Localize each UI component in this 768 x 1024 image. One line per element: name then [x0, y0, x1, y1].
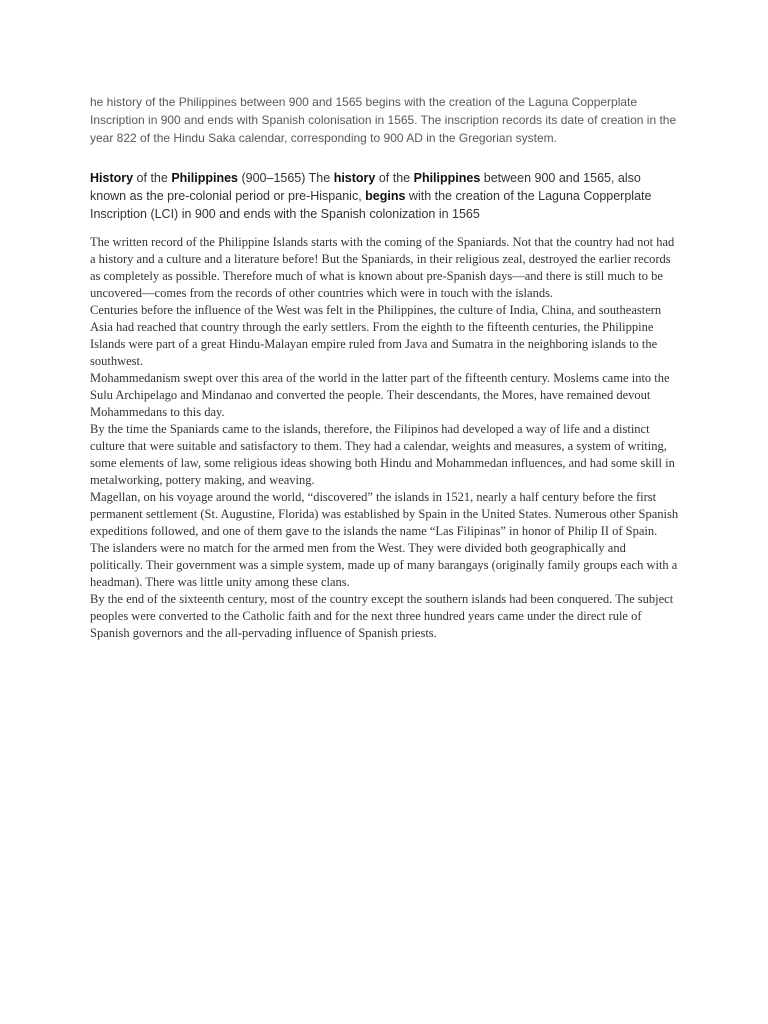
summary-keyword-history: history [333, 171, 376, 185]
intro-paragraph: he history of the Philippines between 900 and 1565 begins with the creation of the Laguna Copperplate Inscription in 900 and ends with Spanish colonisation in 1565. The inscription records its date of creation in the year 822 of the Hindu Saka calendar, corresponding to 900 AD in the Gregorian system. [90, 95, 677, 145]
summary-keyword-philippines: Philippines [413, 171, 481, 185]
body-paragraph-early-influences: Centuries before the influence of the West was felt in the Philippines, the culture of India, China, and southeastern Asia had reached that country through the early settlers. From the eighth to the fifteenth centuries, the Philippine Islands were part of a great Hindu-Malayan empire ruled from Java and Sumatra in the neighboring islands to the southwest. [90, 303, 662, 368]
body-paragraph-filipino-culture: By the time the Spaniards came to the islands, therefore, the Filipinos had developed a way of life and a distinct culture that were suitable and satisfactory to them. They had a calendar, weights and measures, a system of writing, some elements of law, some religious ideas showing both Hindu and Mohammedan influences, and had some skill in metalworking, pottery making, and weaving. [90, 422, 675, 487]
body-paragraph-magellan: Magellan, on his voyage around the world, “discovered” the islands in 1521, nearly a half century before the first permanent settlement (St. Augustine, Florida) was established by Spain in the United States. Numerous other Spanish expeditions followed, and one of them gave to the islands the name “Las Filipinas” in honor of Philip II of Spain. [90, 490, 679, 538]
body-paragraph-islanders: The islanders were no match for the armed men from the West. They were divided both geographically and politically. Their government was a simple system, made up of many barangays (originally family groups each with a headman). There was little unity among these clans. [90, 541, 678, 589]
body-text [90, 234, 680, 642]
body-paragraph-mohammedanism: Mohammedanism swept over this area of the world in the latter part of the fifteenth century. Moslems came into the Sulu Archipelago and Mindanao and converted the people. Their descendants, the Mores, have remained devout Mohammedans to this day. [90, 371, 670, 419]
summary-keyword-history: History [90, 171, 134, 185]
summary-text: (900–1565) The [238, 171, 334, 185]
summary-keyword-begins: begins [365, 189, 406, 203]
summary-keyword-philippines: Philippines [171, 171, 238, 185]
summary-text: with the creation of the Laguna Copperplate Inscription (LCI) in 900 and ends with the Spanish colonization in 1565 [90, 189, 652, 221]
summary-text: of the [375, 171, 414, 185]
body-paragraph-conquest: By the end of the sixteenth century, most of the country except the southern islands had been conquered. The subject peoples were converted to the Catholic faith and for the next three hundred years came under the direct rule of Spanish governors and the all-pervading influence of Spanish priests. [90, 592, 674, 640]
summary-text: of the [133, 171, 172, 185]
summary-paragraph [90, 169, 680, 223]
summary-text: between 900 and 1565, also known as the pre-colonial period or pre-Hispanic, [90, 171, 641, 203]
body-paragraph-written-record: The written record of the Philippine Islands starts with the coming of the Spaniards. Not that the country had not had a history and a culture and a literature before! But the Spaniards, in their religious zeal, destroyed the earlier records as completely as possible. Therefore much of what is known about pre-Spanish days—and there is still much to be uncovered—comes from the records of other countries which were in touch with the islands. [90, 235, 675, 300]
